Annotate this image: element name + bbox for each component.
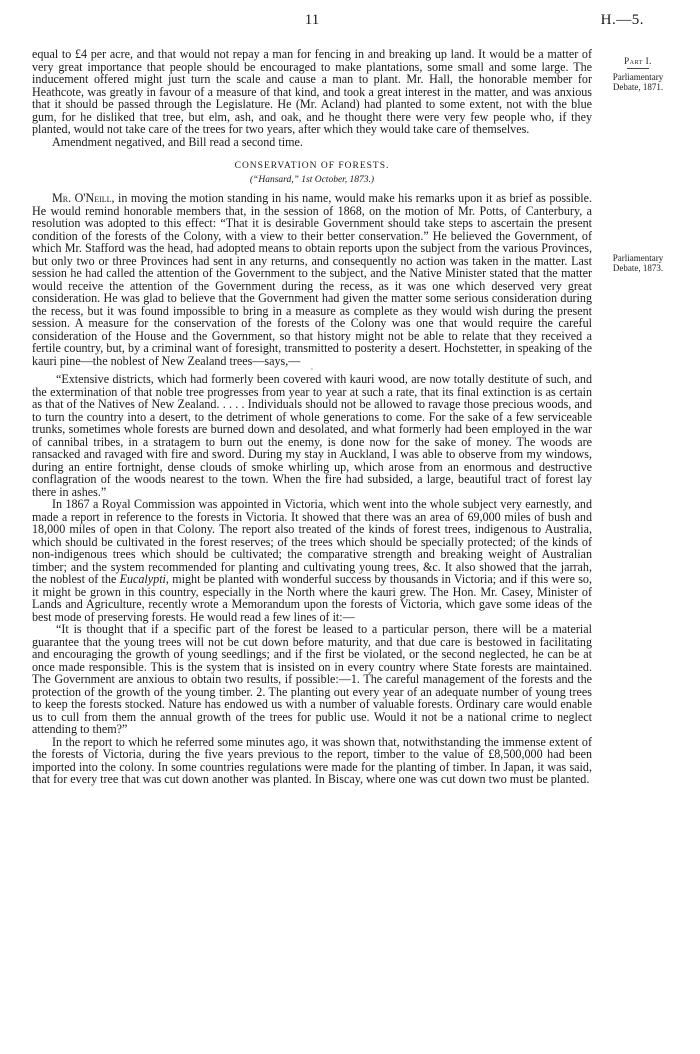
quote-hochstetter: “Extensive districts, which had formerly been covered with kauri wood, are now totally destitute of such, and the extermination of that noble tree progresses from year to year at such a rate, that its final extinction is as certain as that of the Natives of New Zealand. . . . . Individuals should not be allowed to ravage those precious woods, and to turn the country into a desert, to the detriment of whole generations to come. For the sake of a few serviceable trunks, sometimes whole forests are burned down and desolated, and what formerly had been employed in the war of cannibal tribes, in a stratagem to burn out the enemy, is done now for the sake of money. The woods are ransacked and ravaged with fire and sword. During my stay in Auckland, I was able to observe from my windows, during an entire fortnight, dense clouds of smoke whirling up, which arose from an enormous and destructive conflagration of the woods nearest to the town. When the fire had subsided, a large, beautiful tract of forest lay there in ashes.”: [32, 372, 592, 499]
paragraph-royal-commission: [32, 498, 592, 623]
royal-commission-text-1: In 1867 a Royal Commission was appointed in Victoria, which went into the whole subject very earnestly, and made a report in reference to the forests in Victoria. It showed that there was an area of 69,000 miles of bush and 18,000 miles of open in that Colony. The report also treated of the kinds of forest trees, indigenous to Australia, which should be cultivated in the forest reserves; of the trees which should be specially protected; of the kinds of non-indigenous trees which should be cultivated; the comparative strength and breaking weight of Australian timber; and the system recommended for planting and cultivating young trees, &c. It also showed that the jarrah, the noblest of the: [32, 497, 592, 586]
royal-commission-text-2: might be planted with wonderful success by thousands in Victoria; and if this were so, it might be grown in this country, especially in the North where the kauri grew. The Hon. Mr. Casey, Minister of Lands and Agriculture, recently wrote a Memorandum upon the forests of Victoria, which gave some ideas of the best mode of preserving forests. He would read a few lines of it:—: [32, 572, 592, 624]
document-reference: H.—5.: [600, 12, 644, 28]
margin-note-part: [598, 56, 678, 92]
source-prefix: (“: [249, 174, 259, 185]
page-header: [32, 12, 644, 32]
paragraph-amendment: Amendment negatived, and Bill read a second time.: [52, 134, 303, 149]
section-source: [32, 174, 592, 187]
eucalypti-italic: Eucalypti,: [119, 572, 169, 586]
divider-dot: ·: [310, 365, 314, 374]
margin-rule: [627, 68, 649, 69]
section-title: CONSERVATION OF FORESTS.: [234, 161, 390, 171]
margin-note-debate-1873: Parliamentary Debate, 1873.: [612, 253, 664, 273]
source-suffix: ” 1st October, 1873.): [293, 174, 375, 185]
quote-memorandum: “It is thought that if a specific part of the forest be leased to a particular person, there will be a material guarantee that the young trees will not be cut down before maturity, and that due care is bestowed in facilitating and encouraging the growth of young seedlings; and if the first be violated, or the second neglected, he can be at once made responsible. This is the system that is insisted on in every country where State forests are maintained. The Government are anxious to obtain two results, if possible:—1. The careful management of the forests and the protection of the growth of the young timber. 2. The planting out every year of an adequate number of young trees to keep the forests stocked. Nature has endowed us with a number of valuable forests. Ordinary care would enable us to cull from them the annual growth of the trees for public use. Would it not be a national crime to neglect attending to them?”: [32, 622, 592, 736]
main-text: [32, 48, 592, 786]
page-number: 11: [304, 12, 320, 28]
margin-note-debate-1871: Parliamentary Debate, 1871.: [612, 72, 664, 92]
source-italic: Hansard,: [258, 174, 294, 185]
paragraph-report: In the report to which he referred some minutes ago, it was shown that, notwithstanding the immense extent of the forests of Victoria, during the five years previous to the report, timber to the value of £8,500,000 had been imported into the colony. In some countries regulations were made for the planting of timber. In Japan, it was said, that for every tree that was cut down another was planted. In Biscay, where one was cut down two must be planted.: [32, 734, 592, 786]
part-label: Part I.: [624, 56, 652, 66]
paragraph-continued: equal to £4 per acre, and that would not repay a man for fencing in and breaking up land. It would be a matter of very great importance that people should be encouraged to make plantations, some small and some large. The inducement offered might just turn the scale and cause a man to plant. Mr. Hall, the honorable member for Heathcote, was greatly in favour of a measure of that kind, and took a great interest in the matter, and was anxious that it should be passed through the Legislature. He (Mr. Acland) had planted to some extent, not with the blue gum, for he disliked that tree, but elm, ash, and oak, and he thought there were very few people who, if they planted, would not take care of the trees for two years, after which they would take care of themselves.: [32, 47, 592, 136]
speaker-name: Mr. O'Neill,: [52, 191, 115, 205]
paragraph-oneill-text: in moving the motion standing in his name, would make his remarks upon it as brief as possible. He would remind honorable members that, in the session of 1868, on the motion of Mr. Potts, of Canterbury, a resolution was adopted to this effect: “That it is desirable Government should take steps to ascertain the present condition of the forests of the Colony, with a view to their better conservation.” He believed the Government, of which Mr. Stafford was the head, had adopted means to obtain reports upon the subject from the various Provinces, but only two or three Provinces had sent in any returns, and consequently no action was taken in the matter. Last session he had called the attention of the Government to the subject, and the Native Minister stated that the matter would receive the attention of the Government during the recess, as it was one which deserved very great consideration. He was glad to believe that the Government had given the matter some serious consideration during the recess, but it was found impossible to bring in a measure as complete as they would wish during the present session. A measure for the conservation of the forests of the Colony was one that would require the careful consideration of the House and the Government, so that history might not be able to relate that they received a fertile country, but, by a criminal want of foresight, transmitted to posterity a desert. Hochstetter, in speaking of the kauri pine—the noblest of New Zealand trees—says,—: [32, 191, 593, 368]
paragraph-oneill: [32, 192, 592, 367]
